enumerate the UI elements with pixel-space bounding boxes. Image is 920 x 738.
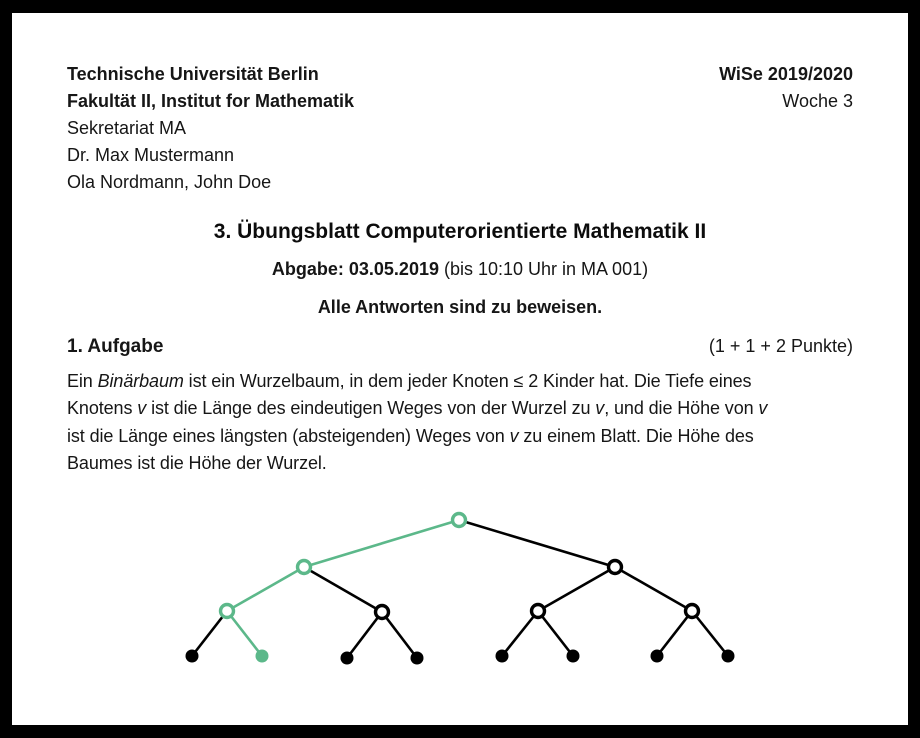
text-segment: ist die Länge des eindeutigen Weges von der Wurzel zu — [146, 398, 596, 419]
task-body-line — [67, 395, 867, 422]
task-body-line — [67, 423, 867, 450]
tree-internal-node — [532, 605, 545, 618]
header-right — [719, 61, 853, 115]
italic-term: Binärbaum — [97, 371, 184, 391]
tree-internal-node — [453, 514, 466, 527]
due-date-bold: Abgabe: 03.05.2019 — [271, 259, 439, 279]
tree-leaf-node — [496, 650, 509, 663]
text-segment: ist die Länge eines längsten (absteigenden) Weges von — [67, 425, 510, 446]
header-left — [67, 61, 354, 196]
italic-term: v — [595, 398, 605, 419]
semester-label: WiSe 2019/2020 — [719, 64, 853, 84]
tree-leaf-node — [651, 650, 664, 663]
tree-edge — [615, 567, 692, 611]
tree-internal-node — [298, 561, 311, 574]
italic-term: v — [509, 425, 519, 446]
tree-edge — [192, 611, 227, 656]
tree-edge — [538, 567, 615, 611]
proof-notice: Alle Antworten sind zu beweisen. — [317, 297, 603, 317]
tree-edge — [459, 520, 615, 567]
task-heading: 1. Aufgabe — [67, 336, 164, 357]
lecturer-line: Dr. Max Mustermann — [67, 145, 235, 165]
tree-edge — [347, 612, 382, 658]
tree-edge — [382, 612, 417, 658]
text-segment: , und die Höhe von — [604, 398, 759, 419]
week-label: Woche 3 — [782, 91, 853, 111]
task-header-row — [67, 333, 853, 360]
tree-leaf-node — [411, 652, 424, 665]
text-segment: ist ein Wurzelbaum, in dem jeder Knoten ≤ 2 Kinder hat. Die Tiefe eines — [183, 371, 752, 391]
task-points: (1 + 1 + 2 Punkte) — [708, 336, 853, 356]
italic-term: v — [137, 398, 147, 419]
task-body — [67, 368, 867, 477]
tree-edge — [502, 611, 538, 656]
tree-edge — [304, 520, 459, 567]
tree-edge — [304, 567, 382, 612]
sheet-title: 3. Übungsblatt Computerorientierte Mathematik II — [213, 220, 707, 243]
task-body-line — [67, 450, 867, 477]
italic-term: v — [758, 398, 768, 419]
text-segment: Ein — [67, 371, 98, 391]
tree-edge — [657, 611, 692, 656]
tree-edge — [227, 567, 304, 611]
institution-name: Technische Universität Berlin — [67, 64, 319, 84]
tree-leaf-node — [567, 650, 580, 663]
assistants-line: Ola Nordmann, John Doe — [67, 172, 272, 192]
tree-leaf-node — [186, 650, 199, 663]
document-page — [12, 13, 908, 725]
due-date-details: (bis 10:10 Uhr in MA 001) — [438, 259, 649, 279]
task-body-line — [67, 368, 867, 395]
text-segment: Knotens — [67, 398, 138, 419]
binary-tree-figure — [150, 501, 780, 681]
tree-internal-node — [376, 606, 389, 619]
tree-internal-node — [686, 605, 699, 618]
faculty-line: Fakultät II, Institut for Mathematik — [67, 91, 355, 111]
tree-leaf-node — [256, 650, 269, 663]
tree-edge — [692, 611, 728, 656]
tree-internal-node — [221, 605, 234, 618]
text-segment: zu einem Blatt. Die Höhe des — [518, 425, 754, 446]
due-date-line — [12, 256, 908, 283]
tree-internal-node — [609, 561, 622, 574]
tree-edge — [227, 611, 262, 656]
secretariat-line: Sekretariat MA — [67, 118, 187, 138]
tree-edge — [538, 611, 573, 656]
tree-leaf-node — [341, 652, 354, 665]
tree-leaf-node — [722, 650, 735, 663]
text-segment: Baumes ist die Höhe der Wurzel. — [67, 452, 327, 473]
